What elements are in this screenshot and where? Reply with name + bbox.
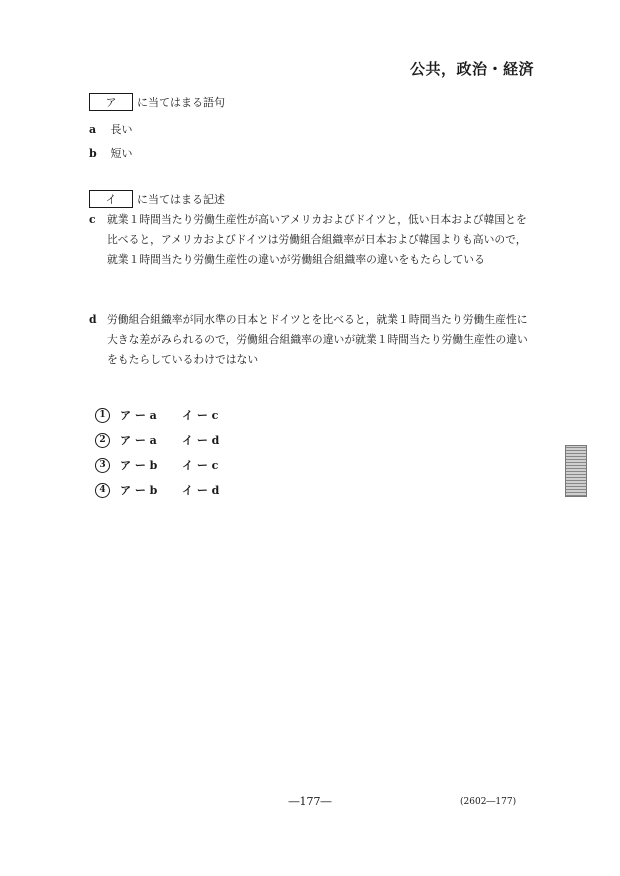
answer-choice-3[interactable]	[95, 457, 218, 473]
page-number: ―177―	[288, 795, 332, 808]
section-i-heading-text: に当てはまる記述	[137, 193, 225, 206]
option-d	[89, 310, 529, 370]
option-key: a	[89, 123, 97, 136]
answer-choice-1[interactable]	[95, 407, 218, 423]
answer-choice-2[interactable]	[95, 432, 219, 448]
option-text: 労働組合組織率が同水準の日本とドイツとを比べると，就業１時間当たり労働生産性に大きな差がみられるので，労働組合組織率の違いが就業１時間当たり労働生産性の違いをもたらしているわけではない	[107, 313, 528, 366]
blank-box-a: ア	[89, 93, 133, 111]
choice-number: 1	[95, 408, 110, 423]
option-a	[89, 121, 133, 137]
option-key: c	[89, 213, 96, 226]
choice-a-part: ア ー b	[120, 484, 158, 497]
choice-a-part: ア ー a	[120, 434, 157, 447]
choice-i-part: イ ー d	[182, 434, 220, 447]
answer-choice-4[interactable]	[95, 482, 219, 498]
option-b	[89, 145, 133, 161]
choice-i-part: イ ー d	[182, 484, 220, 497]
choice-number: 3	[95, 458, 110, 473]
option-text: 短い	[110, 147, 133, 160]
choice-number: 4	[95, 483, 110, 498]
choice-a-part: ア ー b	[120, 459, 158, 472]
blank-box-i: イ	[89, 190, 133, 208]
option-text: 就業１時間当たり労働生産性が高いアメリカおよびドイツと，低い日本および韓国とを比べると，アメリカおよびドイツは労働組合組織率が日本および韓国よりも高いので，就業１時間当たり労働生産性の違いが労働組合組織率の違いをもたらしている	[107, 213, 527, 266]
choice-i-part: イ ー c	[182, 409, 219, 422]
option-text: 長い	[110, 123, 133, 136]
page-header-subject: 公共，政治・経済	[409, 60, 534, 78]
option-key: d	[89, 313, 97, 326]
option-c	[89, 210, 529, 270]
choice-a-part: ア ー a	[120, 409, 157, 422]
option-key: b	[89, 147, 97, 160]
side-index-tab	[565, 445, 587, 497]
page-code: (2602―177)	[460, 797, 517, 807]
section-a-heading	[89, 93, 225, 111]
section-i-heading	[89, 190, 225, 208]
choice-number: 2	[95, 433, 110, 448]
section-a-heading-text: に当てはまる語句	[137, 96, 225, 109]
choice-i-part: イ ー c	[182, 459, 219, 472]
